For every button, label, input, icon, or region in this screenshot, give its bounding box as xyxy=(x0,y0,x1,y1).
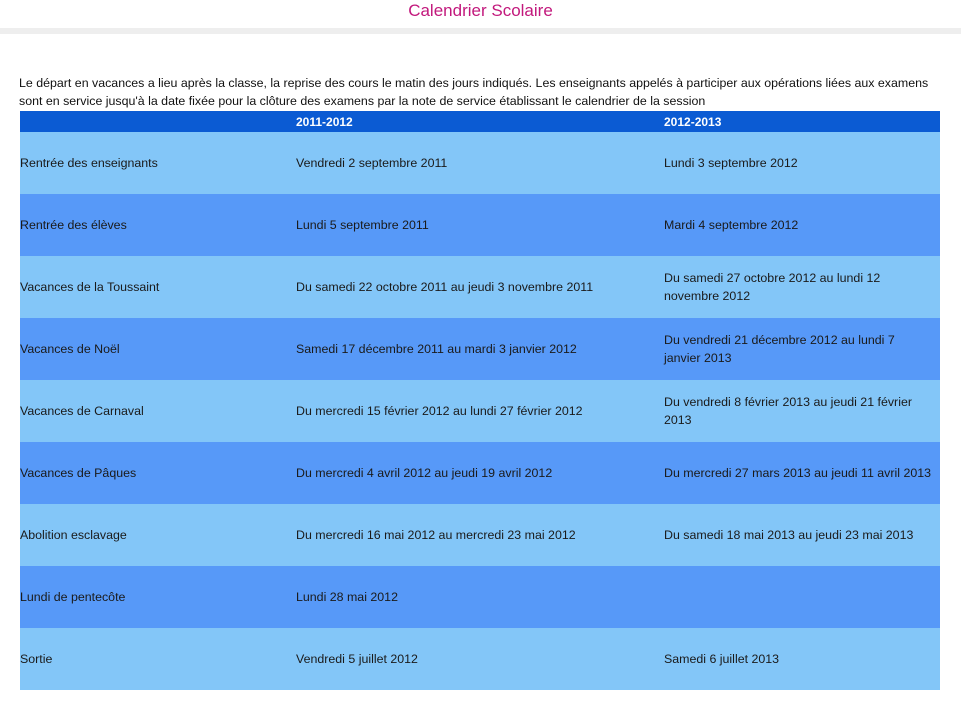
date-2012-2013 xyxy=(664,566,940,628)
intro-paragraph: Le départ en vacances a lieu après la classe, la reprise des cours le matin des jours indiqués. Les enseignants appelés à participer aux opérations liées aux examens sont en service jusqu'à la date fixée pour la clôture des examens par la note de service établissant le calendrier de la session xyxy=(19,76,929,109)
table-header-row xyxy=(20,111,940,132)
table-row xyxy=(20,194,940,256)
date-2011-2012: Du samedi 22 octobre 2011 au jeudi 3 novembre 2011 xyxy=(296,256,664,318)
date-2012-2013: Du samedi 18 mai 2013 au jeudi 23 mai 2013 xyxy=(664,504,940,566)
header-cell-period xyxy=(20,111,296,132)
row-label: Vacances de Pâques xyxy=(20,442,296,504)
date-2012-2013: Du vendredi 21 décembre 2012 au lundi 7 janvier 2013 xyxy=(664,318,940,380)
row-label: Rentrée des élèves xyxy=(20,194,296,256)
table-row xyxy=(20,442,940,504)
table-row xyxy=(20,504,940,566)
table-row xyxy=(20,628,940,690)
date-2011-2012: Vendredi 5 juillet 2012 xyxy=(296,628,664,690)
date-2012-2013: Lundi 3 septembre 2012 xyxy=(664,132,940,194)
table-row xyxy=(20,132,940,194)
row-label: Abolition esclavage xyxy=(20,504,296,566)
table-row xyxy=(20,256,940,318)
row-label: Sortie xyxy=(20,628,296,690)
date-2012-2013: Mardi 4 septembre 2012 xyxy=(664,194,940,256)
row-label: Lundi de pentecôte xyxy=(20,566,296,628)
school-calendar-table xyxy=(20,111,940,690)
date-2012-2013: Du vendredi 8 février 2013 au jeudi 21 février 2013 xyxy=(664,380,940,442)
date-2011-2012: Du mercredi 16 mai 2012 au mercredi 23 mai 2012 xyxy=(296,504,664,566)
date-2011-2012: Lundi 28 mai 2012 xyxy=(296,566,664,628)
date-2011-2012: Du mercredi 4 avril 2012 au jeudi 19 avril 2012 xyxy=(296,442,664,504)
row-label: Rentrée des enseignants xyxy=(20,132,296,194)
table-row xyxy=(20,380,940,442)
table-row xyxy=(20,566,940,628)
row-label: Vacances de Carnaval xyxy=(20,380,296,442)
header-cell-2011-2012: 2011-2012 xyxy=(296,111,664,132)
row-label: Vacances de la Toussaint xyxy=(20,256,296,318)
date-2011-2012: Vendredi 2 septembre 2011 xyxy=(296,132,664,194)
date-2011-2012: Du mercredi 15 février 2012 au lundi 27 février 2012 xyxy=(296,380,664,442)
table-row xyxy=(20,318,940,380)
date-2012-2013: Samedi 6 juillet 2013 xyxy=(664,628,940,690)
title-divider xyxy=(0,28,961,34)
page-title: Calendrier Scolaire xyxy=(408,1,553,20)
date-2011-2012: Samedi 17 décembre 2011 au mardi 3 janvier 2012 xyxy=(296,318,664,380)
row-label: Vacances de Noël xyxy=(20,318,296,380)
date-2011-2012: Lundi 5 septembre 2011 xyxy=(296,194,664,256)
header-cell-2012-2013: 2012-2013 xyxy=(664,111,940,132)
date-2012-2013: Du samedi 27 octobre 2012 au lundi 12 novembre 2012 xyxy=(664,256,940,318)
date-2012-2013: Du mercredi 27 mars 2013 au jeudi 11 avril 2013 xyxy=(664,442,940,504)
